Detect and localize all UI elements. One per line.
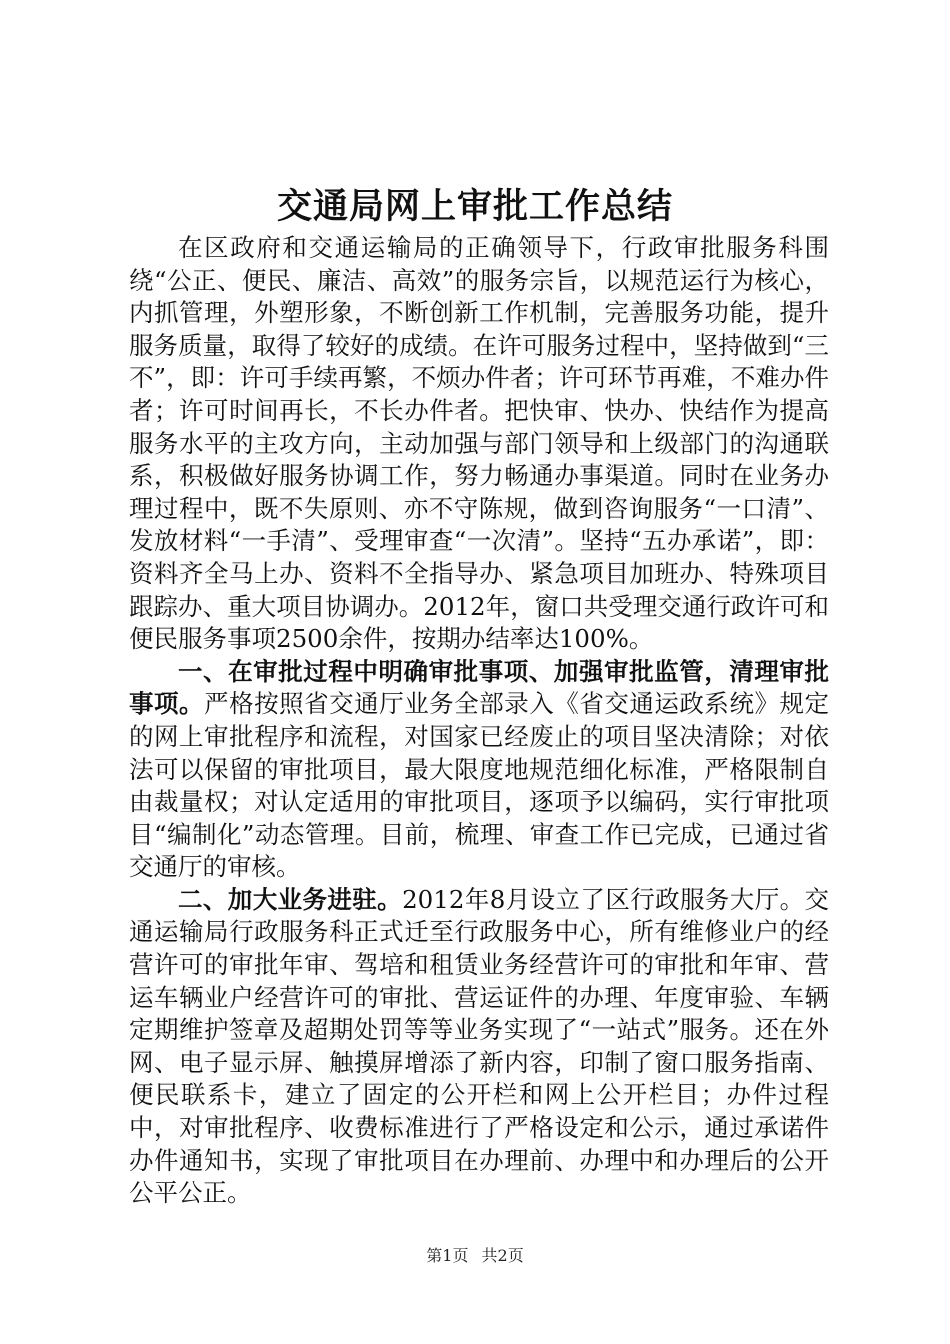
page-number: 第1页 — [426, 1246, 469, 1265]
section-two-heading: 二、加大业务进驻。 — [178, 884, 403, 914]
paragraph-text: 在区政府和交通运输局的正确领导下，行政审批服务科围绕“公正、便民、廉洁、高效”的服务宗旨，以规范运行为核心，内抓管理，外塑形象，不断创新工作机制，完善服务功能，提升服务质量，取得了较好的成绩。在许可服务过程中，坚持做到“三不”，即：许可手续再繁，不烦办件者；许可环节再难，不难办件者；许可时间再长，不长办件者。把快审、快办、快结作为提高服务水平的主攻方向，主动加强与部门领导和上级部门的沟通联系，积极做好服务协调工作，努力畅通办事渠道。同时在业务办理过程中，既不失原则、亦不守陈规，做到咨询服务“一口清”、发放材料“一手清”、受理审查“一次清”。坚持“五办承诺”，即：资料齐全马上办、资料不全指导办、紧急项目加班办、特殊项目跟踪办、重大项目协调办。2012年，窗口共受理交通行政许可和便民服务事项2500余件，按期办结率达100%。 — [129, 233, 829, 654]
intro-paragraph — [129, 232, 829, 656]
section-one-heading: 一、在审批过程中明确审批事项、加强审批监管，清理审批事项。 — [129, 656, 829, 719]
section-one-text: 严格按照省交通厅业务全部录入《省交通运政系统》规定的网上审批程序和流程，对国家已经废止的项目坚决清除；对依法可以保留的审批项目，最大限度地规范细化标准，严格限制自由裁量权；对认定适用的审批项目，逐项予以编码，实行审批项目“编制化”动态管理。目前，梳理、审查工作已完成，已通过省交通厅的审核。 — [129, 689, 830, 882]
page-footer — [0, 1244, 950, 1268]
section-one-paragraph — [129, 656, 829, 884]
page-total: 共2页 — [481, 1246, 524, 1265]
document-title: 交通局网上审批工作总结 — [276, 186, 673, 227]
section-two-text: 2012年8月设立了区行政服务大厅。交通运输局行政服务科正式迁至行政服务中心，所有维修业户的经营许可的审批年审、驾培和租赁业务经营许可的审批和年审、营运车辆业户经营许可的审批、营运证件的办理、年度审验、车辆定期维护签章及超期处罚等等业务实现了“一站式”服务。还在外网、电子显示屏、触摸屏增添了新内容，印制了窗口服务指南、便民联系卡，建立了固定的公开栏和网上公开栏目；办件过程中，对审批程序、收费标准进行了严格设定和公示，通过承诺件办件通知书，实现了审批项目在办理前、办理中和办理后的公开公平公正。 — [129, 884, 830, 1208]
section-two-paragraph — [129, 884, 829, 1210]
document-body — [129, 232, 829, 1210]
